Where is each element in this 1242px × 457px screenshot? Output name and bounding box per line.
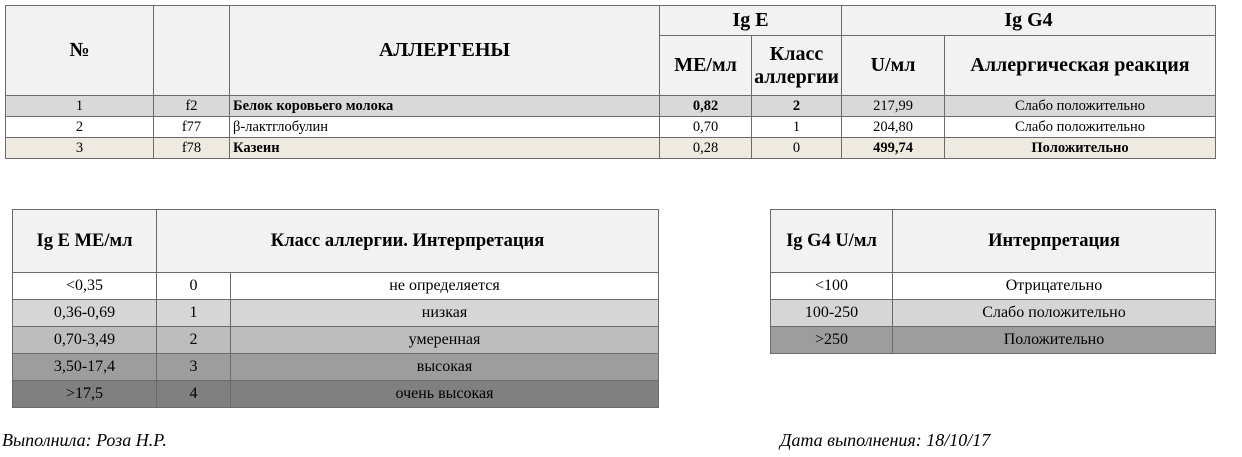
table-row [6,117,1216,138]
row-allergen: Казеин [230,138,660,159]
legend-text: умеренная [231,327,659,354]
legend-text: низкая [231,300,659,327]
row-igg4-value: 217,99 [842,96,945,117]
row-allergen: β-лактглобулин [230,117,660,138]
row-reaction: Положительно [945,138,1216,159]
legend-text: очень высокая [231,381,659,408]
row-ige-class: 0 [752,138,842,159]
row-number: 2 [6,117,154,138]
legend-text: высокая [231,354,659,381]
header-allergens: АЛЛЕРГЕНЫ [230,6,660,96]
legend-range: <100 [771,273,893,300]
table-row [6,138,1216,159]
header-ige-unit: МЕ/мл [660,36,752,96]
header-ige-class: Класс аллергии [752,36,842,96]
legend-class: 0 [157,273,231,300]
row-ige-class: 2 [752,96,842,117]
legend-range: 0,70-3,49 [13,327,157,354]
header-igg4-reaction: Аллергическая реакция [945,36,1216,96]
igg4-legend-interp-header: Интерпретация [893,210,1216,273]
ige-legend-interp-header: Класс аллергии. Интерпретация [157,210,659,273]
header-number: № [6,6,154,96]
legend-range: >17,5 [13,381,157,408]
header-igg4-unit: U/мл [842,36,945,96]
row-number: 3 [6,138,154,159]
row-ige-class: 1 [752,117,842,138]
legend-range: 100-250 [771,300,893,327]
legend-row [771,300,1216,327]
legend-text: Отрицательно [893,273,1216,300]
legend-range: <0,35 [13,273,157,300]
legend-row [13,381,659,408]
legend-text: не определяется [231,273,659,300]
row-code: f2 [154,96,230,117]
legend-class: 4 [157,381,231,408]
table-row [6,96,1216,117]
legend-text: Слабо положительно [893,300,1216,327]
row-igg4-value: 499,74 [842,138,945,159]
row-ige-value: 0,82 [660,96,752,117]
row-igg4-value: 204,80 [842,117,945,138]
ige-legend-range-header: Ig E МЕ/мл [13,210,157,273]
legend-text: Положительно [893,327,1216,354]
legend-range: 0,36-0,69 [13,300,157,327]
row-reaction: Слабо положительно [945,96,1216,117]
footer-date: Дата выполнения: 18/10/17 [780,430,991,450]
row-code: f77 [154,117,230,138]
row-allergen: Белок коровьего молока [230,96,660,117]
igg4-legend-range-header: Ig G4 U/мл [771,210,893,273]
legend-row [13,327,659,354]
legend-range: 3,50-17,4 [13,354,157,381]
legend-range: >250 [771,327,893,354]
legend-row [771,327,1216,354]
legend-row [13,273,659,300]
row-code: f78 [154,138,230,159]
header-code [154,6,230,96]
igg4-interpretation-table [770,209,1216,354]
ige-interpretation-table [12,209,659,408]
legend-class: 3 [157,354,231,381]
legend-row [771,273,1216,300]
results-table [5,5,1216,159]
footer [0,423,1242,450]
legend-row [13,354,659,381]
header-igg4-group: Ig G4 [842,6,1216,36]
row-ige-value: 0,28 [660,138,752,159]
header-ige-group: Ig E [660,6,842,36]
legend-class: 1 [157,300,231,327]
row-number: 1 [6,96,154,117]
legend-row [13,300,659,327]
legend-class: 2 [157,327,231,354]
footer-performed-by: Выполнила: Роза Н.Р. [2,430,167,450]
row-reaction: Слабо положительно [945,117,1216,138]
row-ige-value: 0,70 [660,117,752,138]
